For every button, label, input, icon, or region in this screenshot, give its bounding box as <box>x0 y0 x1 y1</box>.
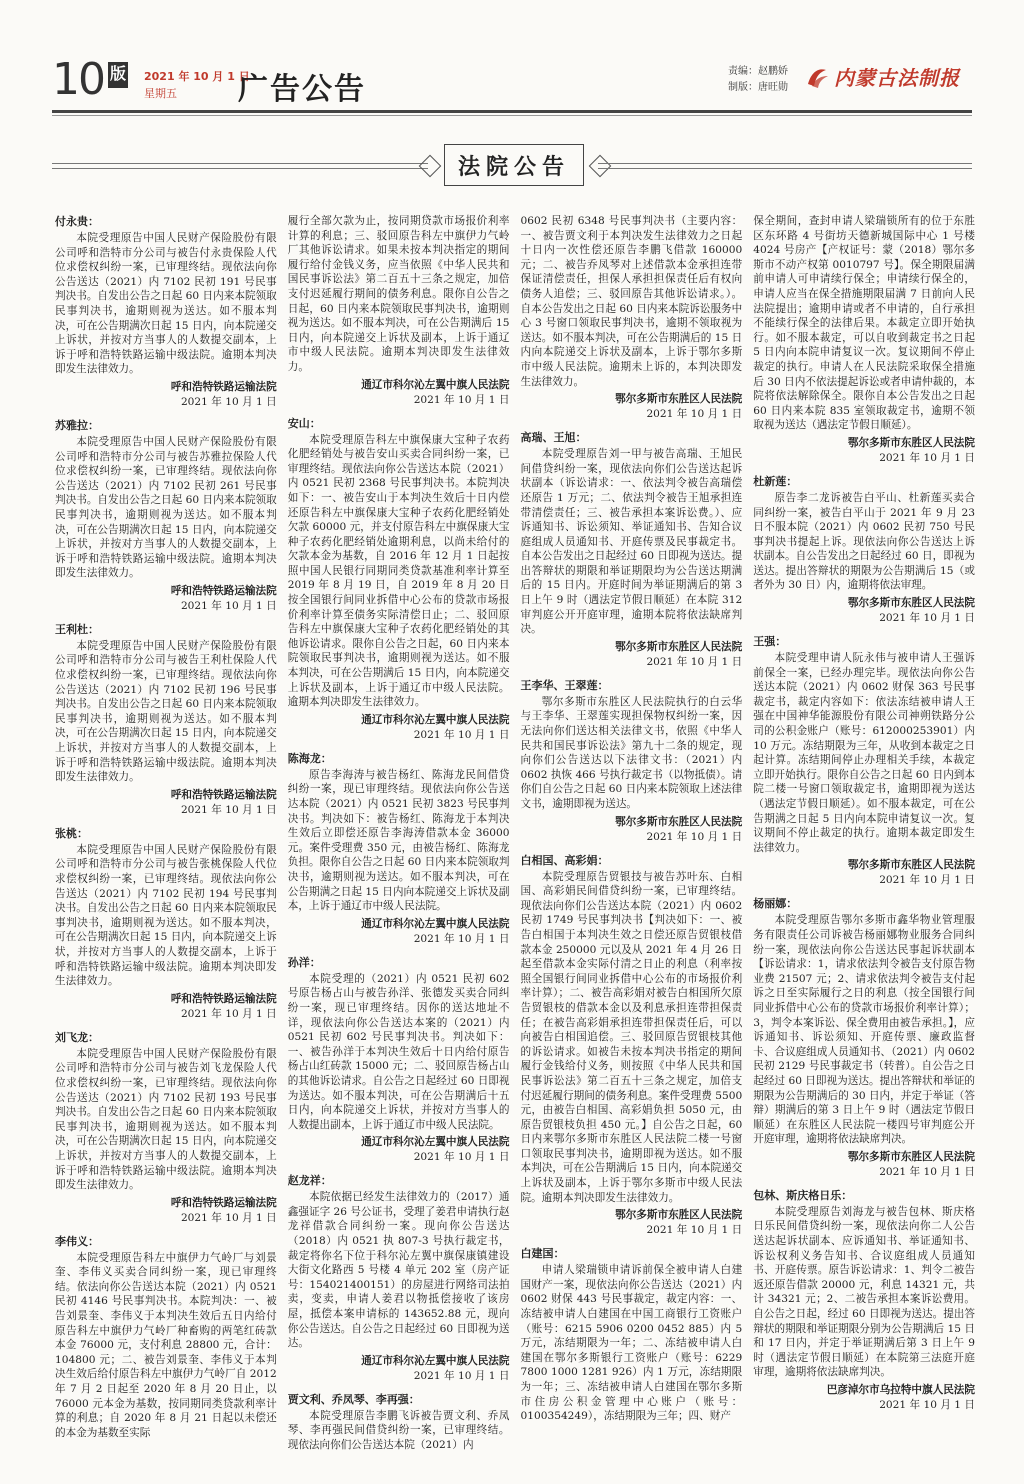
editor-credits <box>728 64 788 96</box>
issuing-court: 呼和浩特铁路运输法院 <box>170 380 277 393</box>
notice-recipient: 贾文利、乔凤琴、李再强： <box>287 1392 420 1406</box>
issuing-court: 鄂尔多斯市东胜区人民法院 <box>847 859 975 872</box>
notice-body: 本院受理申请人阮永伟与被申请人王强诉前保全一案，已经办理完毕。现依法向你公告送达本院（2021）内 0602 财保 363 号民事裁定书，裁定内容如下：依法冻结被申请人王强在中国神华能源股份有限公司神朔铁路分公司的公积金账户（账号：612000253901）内 10 万元。冻结期限为三年，从收到本裁定之日起计算。冻结期间停止办理相关手续，本裁定立即开始执行。限你自公告之日起 60 日内到本院二楼一号窗口领取裁定书，逾期即视为送达（遇法定节假日顺延）。如不服本裁定，可在公告期满之日起 5 日内向本院申请复议一次。复议期间不停止裁定的执行。逾期本裁定即发生法律效力。 <box>753 652 975 854</box>
issuing-court: 鄂尔多斯市东胜区人民法院 <box>847 597 975 610</box>
court-notice <box>55 1030 277 1226</box>
header-rule-thin <box>52 115 972 116</box>
notice-body: 履行全部欠款为止，按同期贷款市场报价利率计算的利息；三、驳回原告科左中旗伊力气岭厂其他诉讼请求。如果未按本判决指定的期间履行给付金钱义务，应当依照《中华人民共和国民事诉讼法》第二百五十三条之规定，加倍支付迟延履行期间的债务利息。限你自公告之日起，60 日内来本院领取民事判决书，逾期则视为送达。如不服本判决，可在公告期满后 15 日内，向本院递交上诉状及副本，上诉于通辽市中级人民法院。逾期本判决即发生法律效力。 <box>287 215 510 373</box>
banner-title: 法院公告 <box>457 153 570 180</box>
notice-date: 2021 年 10 月 1 日 <box>180 1211 277 1224</box>
court-notice <box>521 853 743 1239</box>
issuing-court: 鄂尔多斯市东胜区人民法院 <box>615 393 743 406</box>
notice-body: 申请人梁瑞锁申请诉前保全被申请人白建国财产一案，现依法向你公告送达（2021）内 0602 财保 443 号民事裁定，裁定内容：一、冻结被申请人白建国在中国工商银行工资账户（账号：6215 5906 0200 0452 885）内 5 万元，冻结期限为一年；二、冻结被申请人白建国在鄂尔多斯银行工资账户（账号：6229 7800 1000 1281 926）内 1 万元，冻结期限为一年；三、冻结被申请人白建国在鄂尔多斯市住房公积金管理中心账户（账号：0100354249），冻结期限为三年；四、财产 <box>520 1264 743 1423</box>
notice-recipient: 王李华、王翠莲： <box>520 678 609 692</box>
issuing-court: 巴彦淖尔市乌拉特中旗人民法院 <box>826 1384 975 1396</box>
court-notice <box>521 678 743 845</box>
banner-ornament-left <box>419 155 442 178</box>
newspaper-logo-icon <box>804 64 830 90</box>
notice-body: 原告李海涛与被告杨红、陈海龙民间借贷纠纷一案，现已审理终结。现依法向你公告送达本院（2021）内 0521 民初 3823 号民事判决书。判决如下：被告杨红、陈海龙于本判决生效后立即偿还原告李海涛借款本金 36000 元。案件受理费 350 元，由被告杨红、陈海龙负担。限你自公告之日起 60 日内来本院领取判决书，逾期则视为送达。如不服本判决，可在公告期满之日起 15 日内向本院递交上诉状及副本，上诉于通辽市中级人民法院。 <box>287 768 510 913</box>
notice-body: 本院受理原告贸银技与被告苏叶东、白相国、高彩娟民间借贷纠纷一案，已审理终结。现依法向你们公告送达本院（2021）内 0602 民初 1749 号民事判决书【判决如下：一、被告白相国于本判决生效之日偿还原告贸银枝借款本金 250000 元以及从 2021 年 4 月 26 日起至借款本金实际付清之日止的利息（利率按照全国银行间同业拆借中心公布的市场报价利率计算）；二、被告高彩娟对被告白相国所欠原告贸银枝的借款本金以及利息承担连带担保责任；在被告高彩娟承担连带担保责任后，可以向被告白相国追偿。三、驳回原告贸银枝其他的诉讼请求。如被告未按本判决书指定的期间履行金钱给付义务，则按照《中华人民共和国民事诉讼法》第二百五十三条之规定，加倍支付迟延履行期间的债务利息。案件受理费 5500 元，由被告白相国、高彩娟负担 5050 元，由原告贸银枝负担 450 元。】自公告之日起，60 日内来鄂尔多斯市东胜区人民法院二楼一号窗口领取民事判决书，逾期即视为送达。如不服本判决，可在公告期满后 15 日内，向本院递交上诉状及副本，上诉于鄂尔多斯市中级人民法院。逾期本判决即发生法律效力。 <box>520 870 743 1204</box>
notice-body: 本院受理原告中国人民财产保险股份有限公司呼和浩特市分公司与被告苏雅拉保险人代位求偿权纠纷一案，已审理终结。现依法向你公告送达（2021）内 7102 民初 261 号民事判决书。自发出公告之日起 60 日内来本院领取民事判决书，逾期则视为送达。如不服本判决，可在公告期满次日起 15 日内，向本院递交上诉状，并按对方当事人的人数提交副本，上诉于呼和浩特铁路运输中级法院。逾期本判决即发生法律效力。 <box>55 435 277 580</box>
notice-body: 本院受理的（2021）内 0521 民初 602 号原告杨占山与被告孙洋、张德发买卖合同纠纷一案，现已审理终结。因你的送达地址不详，现依法向你公告送达本案的（2021）内 0521 民初 602 号民事判决书。判决如下：一、被告孙洋于本判决生效后十日内给付原告杨占山红砖款 15000 元；二、驳回原告杨占山的其他诉讼请求。自公告之日起经过 60 日即视为送达。如不服本判决，可在公告期满后十五日内，向本院递交上诉状，并按对方当事人的人数提出副本，上诉于通辽市中级人民法院。 <box>287 972 510 1131</box>
notice-recipient: 张桃： <box>55 826 88 840</box>
notice-date: 2021 年 10 月 1 日 <box>646 1224 743 1237</box>
court-notice <box>288 214 510 408</box>
notice-date: 2021 年 10 月 1 日 <box>879 451 975 464</box>
issue-date-block <box>144 68 250 102</box>
court-notice <box>55 418 277 614</box>
court-notice <box>288 955 510 1166</box>
newspaper-logo <box>804 62 960 91</box>
court-notice <box>521 214 743 422</box>
notice-recipient: 王利杜： <box>55 622 99 636</box>
notice-date: 2021 年 10 月 1 日 <box>879 1399 975 1411</box>
newspaper-name: 内蒙古法制报 <box>834 66 960 90</box>
notice-date: 2021 年 10 月 1 日 <box>180 803 277 816</box>
notice-recipient: 付永贵： <box>55 215 99 228</box>
notice-body: 本院受理原告鄂尔多斯市鑫华物业管理服务有限责任公司诉被告杨丽娜物业服务合同纠纷一案，现依法向你公告送达民事起诉状副本【诉讼请求：1，请求依法判令被告支付原告物业费 21507 元；2、请求依法判令被告支付起诉之日至实际履行之日的利息（按全国银行间同业拆借中心公布的贷款市场报价利率计算）；3，判令本案诉讼、保全费用由被告承担。】，应诉通知书、诉讼须知、开庭传票、廉政监督卡、合议庭组成人员通知书、（2021）内 0602 民初 2129 号民事裁定书（转普）。自公告之日起经过 60 日即视为送达。提出答辩状和举证的期限为公告期满后的 30 日内，并定于举证（答辩）期满后的第 3 日上午 9 时（遇法定节假日顺延）在东胜区人民法院一楼四号审判庭公开开庭审理，逾期将依法缺席判决。 <box>753 914 975 1146</box>
court-notice <box>55 1234 277 1441</box>
notice-recipient: 王强： <box>753 635 787 649</box>
section-title: 广告公告 <box>238 72 366 107</box>
notice-date: 2021 年 10 月 1 日 <box>413 932 510 945</box>
notice-column <box>750 214 978 1474</box>
issuing-court: 呼和浩特铁路运输法院 <box>170 992 277 1005</box>
issuing-court: 通辽市科尔沁左翼中旗人民法院 <box>361 917 510 930</box>
notice-recipient: 白相国、高彩娟： <box>520 853 609 867</box>
issuing-court: 呼和浩特铁路运输法院 <box>170 788 277 801</box>
notice-date: 2021 年 10 月 1 日 <box>879 874 975 887</box>
notice-body: 本院受理原告中国人民财产保险股份有限公司呼和浩特市分公司与被告付永贵保险人代位求偿权纠纷一案，已审理终结。现依法向你公告送达（2021）内 7102 民初 191 号民事判决书。自发出公告之日起 60 日内来本院领取民事判决书，逾期则视为送达。如不服本判决，可在公告期满次日起 15 日内，向本院递交上诉状，并按对方当事人的人数提交副本，上诉于呼和浩特铁路运输中级法院。逾期本判决即发生法律效力。 <box>55 232 277 376</box>
page-suffix: 版 <box>108 62 128 88</box>
notice-date: 2021 年 10 月 1 日 <box>413 393 510 406</box>
issuing-court: 鄂尔多斯市东胜区人民法院 <box>615 1209 743 1222</box>
issuing-court: 鄂尔多斯市东胜区人民法院 <box>847 1150 975 1163</box>
notice-recipient: 孙洋： <box>287 955 321 969</box>
notice-date: 2021 年 10 月 1 日 <box>413 1369 510 1382</box>
editor-line: 责编：赵鹏娇 <box>728 66 788 77</box>
notice-body: 本院依据已经发生法律效力的（2017）通鑫强证字 26 号公证书，受理了姜君申请执行赵龙祥借款合同纠纷一案。现向你公告送达（2018）内 0521 执 807-3 号执行裁定书，裁定将你名下位于科尔沁左翼中旗保康镇建设大街文化路西 5 号楼 4 单元 202 室（房产证号：154021400151）的房屋进行网络司法拍卖，变卖，申请人姜君以物抵偿接收了该房屋，抵偿本案申请标的 143652.88 元，现向你公告送达。自公告之日起经过 60 日即视为送达。 <box>287 1191 510 1350</box>
court-notice <box>521 1246 743 1424</box>
court-notice <box>753 214 975 466</box>
notice-body: 本院受理原告李鹏飞诉被告贾文利、乔凤琴、李再强民间借贷纠纷一案，已审理终结。现依法向你们公告送达本院（2021）内 <box>287 1409 510 1451</box>
court-notice <box>753 474 975 626</box>
page-header <box>52 54 972 110</box>
notice-recipient: 包林、斯庆格日乐： <box>753 1188 853 1202</box>
notice-body: 本院受理原告科左中旗伊力气岭厂与刘景奎、李伟义买卖合同纠纷一案，现已审理终结。依法向你公告送达本院（2021）内 0521 民初 4146 号民事判决书。本院判决：一、被告刘景奎、李伟义于本判决生效后五日内给付原告科左中旗伊力气岭厂种畜购的两笔红砖款本金 76000 元，支付利息 28800 元，合计：104800 元；二、被告刘景奎、李伟义于本判决生效后给付原告科左中旗伊力气岭厂自 2012 年 7 月 2 日起至 2020 年 8 月 20 日止，以 76000 元本金为基数，按同期同类贷款利率计算的利息；自 2020 年 8 月 21 日起以未偿还的本金为基数至实际 <box>55 1251 277 1439</box>
issuing-court: 呼和浩特铁路运输法院 <box>170 1196 277 1209</box>
notice-date: 2021 年 10 月 1 日 <box>413 728 510 741</box>
page-number: 10 <box>52 54 104 105</box>
court-notice <box>753 896 975 1180</box>
notice-recipient: 白建国： <box>520 1247 565 1261</box>
court-notice <box>521 430 743 670</box>
notice-date: 2021 年 10 月 1 日 <box>180 395 277 408</box>
notice-recipient: 陈海龙： <box>287 751 332 765</box>
header-rule <box>52 110 972 113</box>
banner-rule-right <box>598 163 972 169</box>
court-notice <box>753 1188 975 1413</box>
notice-date: 2021 年 10 月 1 日 <box>879 612 975 625</box>
notice-date: 2021 年 10 月 1 日 <box>646 655 743 668</box>
court-notice <box>753 634 975 888</box>
notice-body: 本院受理原告中国人民财产保险股份有限公司呼和浩特市分公司与被告刘飞龙保险人代位求偿权纠纷一案，已审理终结。现依法向你公告送达（2021）内 7102 民初 193 号民事判决书。自发出公告之日起 60 日内来本院领取民事判决书，逾期则视为送达。如不服本判决，可在公告期满次日起 15 日内，向本院递交上诉状，并按对方当事人的人数提交副本，上诉于呼和浩特铁路运输中级法院。逾期本判决即发生法律效力。 <box>55 1047 277 1192</box>
court-notice <box>288 416 510 743</box>
banner-rule-left <box>52 163 428 169</box>
notice-body: 0602 民初 6348 号民事判决书（主要内容：一、被告贾文利于本判决发生法律效力之日起十日内一次性偿还原告李鹏飞借款 160000 元；二、被告乔凤琴对上述借款本金承担连带保证清偿责任，担保人承担担保责任后有权向债务人追偿；三、驳回原告其他诉讼请求。）。自本公告发出之日起 60 日内来本院诉讼服务中心 3 号窗口领取民事判决书，逾期不领取视为送达。如不服本判决，可在公告期满后的 15 日内向本院递交上诉状及副本，上诉于鄂尔多斯市中级人民法院。逾期未上诉的，本判决即发生法律效力。 <box>520 215 743 388</box>
court-notice <box>55 826 277 1022</box>
court-notice <box>288 1173 510 1384</box>
banner-title-box <box>444 144 584 186</box>
notice-body: 原告李二龙诉被告白平山、杜新莲买卖合同纠纷一案，被告白平山于 2021 年 9 月 23 日不服本院（2021）内 0602 民初 750 号民事判决书提起上诉。现依法向你公告送达上诉状副本。自公告发出之日起经过 60 日，即视为送达。提出答辩状的期限为公告期满后 15（或者外为 30 日）内，逾期将依法审理。 <box>753 491 975 592</box>
notice-body: 本院受理原告中国人民财产保险股份有限公司呼和浩特市分公司与被告王利杜保险人代位求偿权纠纷一案，已审理终结。现依法向你公告送达（2021）内 7102 民初 196 号民事判决书。自发出公告之日起 60 日内来本院领取民事判决书，逾期则视为送达。如不服本判决，可在公告期满次日起 15 日内，向本院递交上诉状，并按对方当事人的人数提交副本，上诉于呼和浩特铁路运输中级法院。逾期本判决即发生法律效力。 <box>55 639 277 784</box>
notice-recipient: 赵龙祥： <box>287 1174 332 1188</box>
issuing-court: 鄂尔多斯市东胜区人民法院 <box>615 640 743 653</box>
notice-recipient: 刘飞龙： <box>55 1030 99 1044</box>
notice-column <box>52 214 280 1474</box>
notice-recipient: 李伟义： <box>55 1234 99 1248</box>
court-notice <box>288 751 510 947</box>
court-notice <box>55 214 277 410</box>
notice-body: 本院受理原告科左中旗保康大宝种子农药化肥经销处与被告安山买卖合同纠纷一案，已审理终结。现依法向你公告送达本院（2021）内 0521 民初 2368 号民事判决书。本院判决如下：一、被告安山于本判决生效后十日内偿还原告科左中旗保康大宝种子农药化肥经销处欠款 60000 元，并支付原告科左中旗保康大宝种子农药化肥经销处逾期利息，以尚未给付的欠款本金为基数，自 2016 年 12 月 1 日起按照中国人民银行同期同类贷款基准利率计算至 2019 年 8 月 19 日，自 2019 年 8 月 20 日按全国银行间同业拆借中心公布的贷款市场报价利率计算至债务实际清偿日止；二、驳回原告科左中旗保康大宝种子农药化肥经销处的其他诉讼请求。限你自公告之日起，60 日内来本院领取民事判决书，逾期则视为送达。如不服本判决，可在公告期满后 15 日内，向本院递交上诉状及副本，上诉于通辽市中级人民法院。逾期本判决即发生法律效力。 <box>287 433 510 709</box>
issue-date: 2021 年 10 月 1 日 <box>144 70 250 83</box>
notice-date: 2021 年 10 月 1 日 <box>646 408 743 421</box>
notice-date: 2021 年 10 月 1 日 <box>879 1165 975 1178</box>
notice-recipient: 安山： <box>287 416 321 430</box>
notice-date: 2021 年 10 月 1 日 <box>413 1151 510 1164</box>
issuing-court: 通辽市科尔沁左翼中旗人民法院 <box>361 378 510 391</box>
issuing-court: 通辽市科尔沁左翼中旗人民法院 <box>361 1354 510 1367</box>
notice-recipient: 苏雅拉： <box>55 418 99 432</box>
section-banner <box>52 140 972 190</box>
issuing-court: 通辽市科尔沁左翼中旗人民法院 <box>361 713 510 726</box>
issue-weekday: 星期五 <box>144 87 177 100</box>
page-number-block <box>52 54 128 105</box>
notice-column <box>518 214 746 1474</box>
notice-body: 本院受理原告刘海龙与被告包林、斯庆格日乐民间借贷纠纷一案，现依法向你二人公告送达起诉状副本、应诉通知书、举证通知书、诉讼权利义务告知书、合议庭组成人员通知书、开庭传票。原告诉讼请求：1、判令二被告返还原告借款 20000 元，利息 14321 元，共计 34321 元；2、二被告承担本案诉讼费用。自公告之日起，经过 60 日即视为送达。提出答辩状的期限和举证期限分别为公告期满后 15 日和 17 日内，并定于举证期满后第 3 日上午 9 时（遇法定节假日顺延）在本院第三法庭开庭审理，逾期将依法缺席判决。 <box>753 1205 975 1379</box>
issuing-court: 通辽市科尔沁左翼中旗人民法院 <box>361 1136 510 1149</box>
issuing-court: 鄂尔多斯市东胜区人民法院 <box>615 815 743 828</box>
notice-recipient: 高瑞、王旭： <box>520 431 587 445</box>
notice-columns <box>52 214 978 1474</box>
notice-body: 本院受理原告中国人民财产保险股份有限公司呼和浩特市分公司与被告张桃保险人代位求偿权纠纷一案，已审理终结。现依法向你公告送达（2021）内 7102 民初 194 号民事判决书。自发出公告之日起 60 日内来本院领取民事判决书，逾期则视为送达。如不服本判决，可在公告期满次日起 15 日内，向本院递交上诉状，并按对方当事人的人数提交副本，上诉于呼和浩特铁路运输中级法院。逾期本判决即发生法律效力。 <box>55 843 277 988</box>
issuing-court: 呼和浩特铁路运输法院 <box>170 584 277 597</box>
notice-date: 2021 年 10 月 1 日 <box>180 599 277 612</box>
notice-date: 2021 年 10 月 1 日 <box>180 1007 277 1020</box>
notice-column <box>285 214 513 1474</box>
court-notice <box>55 622 277 818</box>
notice-recipient: 杨丽娜： <box>753 897 798 911</box>
notice-date: 2021 年 10 月 1 日 <box>646 830 743 843</box>
notice-recipient: 杜新莲： <box>753 474 798 488</box>
notice-body: 鄂尔多斯市东胜区人民法院执行的白云华与王李华、王翠莲实现担保物权纠纷一案，因无法向你们送达相关法律文书，依照《中华人民共和国民事诉讼法》第九十二条的规定，现向你们公告送达以下法律文书：（2021）内 0602 执恢 466 号执行裁定书（以物抵债）。请你们自公告之日起 60 日内来本院领取上述法律文书，逾期即视为送达。 <box>520 695 743 810</box>
court-notice <box>288 1392 510 1453</box>
notice-body: 本院受理原告刘一甲与被告高瑞、王旭民间借贷纠纷一案，现依法向你们公告送达起诉状副本（诉讼请求：一、依法判令被告高瑞偿还原告 1 万元；二、依法判令被告王旭承担连带清偿责任；三、被告承担本案诉讼费。）、应诉通知书、诉讼须知、举证通知书、告知合议庭组成人员通知书、开庭传票及民事裁定书。自本公告发出之日起经过 60 日即视为送达。提出答辩状的期限和举证期限均为公告送达期满后的 15 日内。开庭时间为举证期满后的第 3 日上午 9 时（遇法定节假日顺延）在本院 312 审判庭公开开庭审理，逾期本院将依法缺席判决。 <box>520 448 743 636</box>
notice-body: 保全期间，查封申请人梁瑞锁所有的位于东胜区东环路 4 号街坊天德新城国际中心 1 号楼 4024 号房产【产权证号：蒙（2018）鄂尔多斯市不动产权第 0010797 号】。保全期限届满前申请人可申请续行保全；申请续行保全的，申请人应当在保全措施期限届满 7 日前向人民法院提出；逾期申请或者不申请的，自行承担不能续行保全的法律后果。本裁定立即开始执行。如不服本裁定，可以自收到裁定书之日起 5 日内向本院申请复议一次。复议期间不停止裁定的执行。申请人在人民法院采取保全措施后 30 日内不依法提起诉讼或者申请仲裁的，本院将依法解除保全。限你自本公告发出之日起 60 日内来本院 835 室领取裁定书，逾期不领取视为送达（遇法定节假日顺延）。 <box>753 215 975 432</box>
issuing-court: 鄂尔多斯市东胜区人民法院 <box>847 436 975 449</box>
producer-line: 制版：唐旺勋 <box>728 82 788 93</box>
